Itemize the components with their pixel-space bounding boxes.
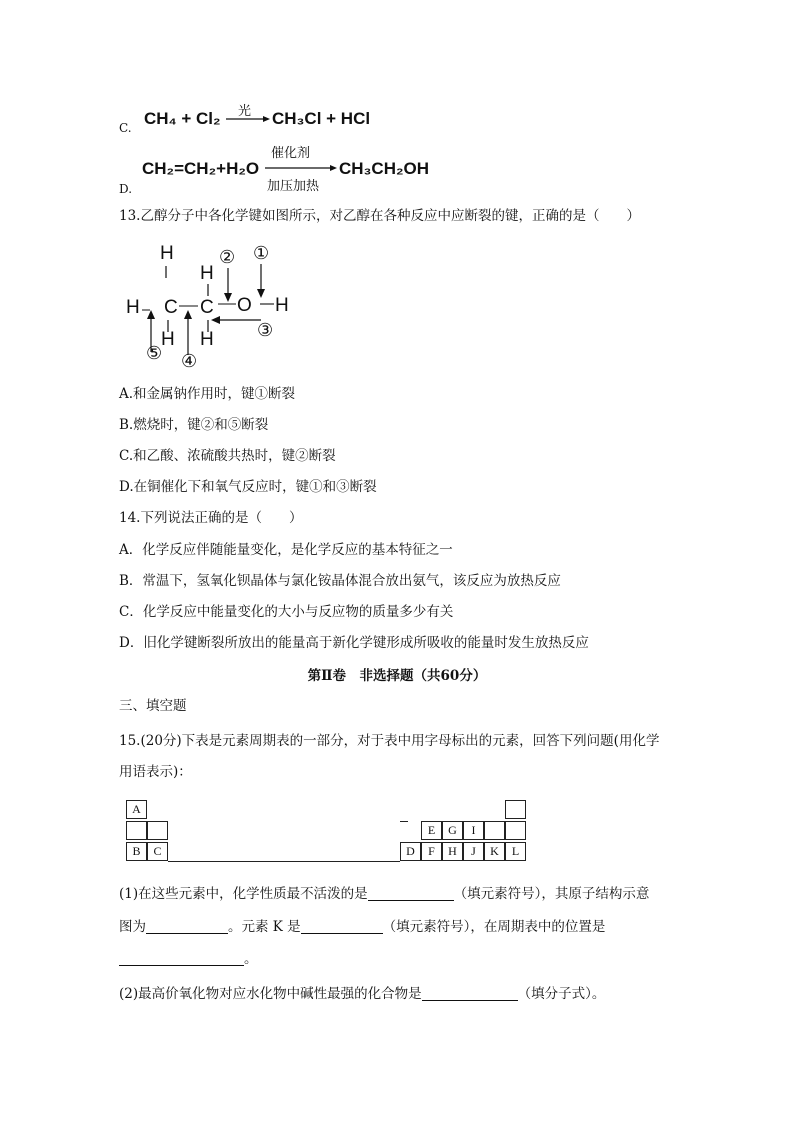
q15-p1-text-b: （填元素符号），其原子结构示意 — [453, 886, 650, 902]
q13-option-b: B.燃烧时，键②和⑤断裂 — [119, 417, 269, 433]
part-ii-title: 第Ⅱ卷 非选择题（共60分） — [307, 668, 487, 684]
pt-gap-rule — [400, 821, 408, 822]
pt-cell-e: E — [421, 821, 442, 840]
pt-cell-k: K — [484, 842, 505, 861]
q15-p1-text-f: 。 — [244, 951, 258, 967]
q15-part-1-line-3 — [119, 950, 258, 968]
pt-cell-c: C — [147, 842, 168, 861]
pt-cell-g: G — [442, 821, 463, 840]
equation-d-arrow — [265, 163, 337, 173]
pt-cell-b: B — [126, 842, 147, 861]
q15-p1-text-d: 。元素 K 是 — [228, 919, 301, 935]
equation-d-reactants: CH₂=CH₂+H₂O — [142, 159, 260, 178]
q15-p1-text-c: 图为 — [119, 919, 146, 935]
answer-blank-element-k[interactable] — [301, 919, 383, 934]
q13-option-a: A.和金属钠作用时，键①断裂 — [119, 386, 296, 402]
q15-p2-text-b: （填分子式）。 — [517, 986, 606, 1002]
bond-label-1: ① — [253, 243, 270, 264]
q15-stem-line-1: 15.(20分)下表是元素周期表的一部分，对于表中用字母标出的元素，回答下列问题(用化学 — [119, 733, 660, 749]
pt-cell-h: H — [442, 842, 463, 861]
atom-h-hydroxyl: H — [275, 295, 289, 316]
pt-cell-empty — [126, 821, 147, 840]
equation-c-arrow — [226, 114, 270, 124]
q15-part-2-line — [119, 985, 605, 1003]
q15-part-1-line-2 — [119, 918, 605, 936]
equation-c-condition: 光 — [238, 103, 252, 118]
answer-blank-least-active-element[interactable] — [368, 886, 454, 901]
equation-c-reactants: CH₄ + Cl₂ — [144, 109, 221, 128]
pt-cell-empty — [505, 821, 526, 840]
section-3-heading: 三、填空题 — [119, 698, 187, 714]
pt-cell-empty — [484, 821, 505, 840]
option-c-label: C. — [119, 121, 132, 135]
q13-option-d: D.在铜催化下和氧气反应时，键①和③断裂 — [119, 479, 377, 495]
pt-cell-a: A — [126, 800, 147, 819]
periodic-table-fragment — [126, 800, 536, 866]
q15-part-1-line-1 — [119, 885, 649, 903]
q15-p2-text-a: (2)最高价氧化物对应水化物中碱性最强的化合物是 — [119, 986, 422, 1002]
pt-cell-j: J — [463, 842, 484, 861]
pt-cell-d: D — [400, 842, 421, 861]
atom-h-top-c1: H — [160, 243, 174, 264]
atom-c2: C — [200, 297, 214, 318]
answer-blank-atomic-structure[interactable] — [146, 919, 228, 934]
atom-h-left: H — [126, 297, 140, 318]
pt-cell-f: F — [421, 842, 442, 861]
pt-cell-i: I — [463, 821, 484, 840]
ethanol-bond-diagram — [120, 240, 300, 375]
answer-blank-strongest-base[interactable] — [422, 986, 518, 1001]
q15-p1-text-a: (1)在这些元素中，化学性质最不活泼的是 — [119, 886, 368, 902]
q13-option-c: C.和乙酸、浓硫酸共热时，键②断裂 — [119, 448, 336, 464]
q14-option-b: B．常温下，氢氧化钡晶体与氯化铵晶体混合放出氨气，该反应为放热反应 — [119, 573, 561, 589]
q15-p1-text-e: （填元素符号），在周期表中的位置是 — [382, 919, 606, 935]
equation-c-products: CH₃Cl + HCl — [272, 109, 371, 128]
q14-option-c: C．化学反应中能量变化的大小与反应物的质量多少有关 — [119, 604, 454, 620]
bond-label-3: ③ — [257, 320, 274, 341]
bond-label-5: ⑤ — [146, 343, 163, 364]
atom-h-bottom-c2: H — [200, 329, 214, 350]
pt-cell-empty — [147, 821, 168, 840]
q15-stem-line-2: 用语表示)： — [119, 764, 192, 780]
equation-d-condition: 加压加热 — [267, 178, 320, 193]
pt-cell-l: L — [505, 842, 526, 861]
bond-label-4: ④ — [181, 351, 198, 372]
pt-bottom-rule — [168, 861, 400, 862]
atom-o: O — [237, 295, 252, 316]
q14-stem: 14.下列说法正确的是（ ） — [119, 510, 303, 526]
atom-h-bottom-c1: H — [161, 329, 175, 350]
q13-stem: 13.乙醇分子中各化学键如图所示，对乙醇在各种反应中应断裂的键，正确的是（ ） — [119, 208, 640, 224]
atom-h-top-c2: H — [200, 263, 214, 284]
equation-d-products: CH₃CH₂OH — [339, 159, 430, 178]
option-d-label: D. — [119, 182, 133, 196]
bond-label-2: ② — [219, 247, 236, 268]
atom-c1: C — [164, 297, 178, 318]
answer-blank-position-in-table[interactable] — [119, 951, 244, 966]
q14-option-a: A．化学反应伴随能量变化，是化学反应的基本特征之一 — [119, 542, 453, 558]
equation-d-catalyst: 催化剂 — [271, 145, 311, 160]
q14-option-d: D．旧化学键断裂所放出的能量高于新化学键形成所吸收的能量时发生放热反应 — [119, 635, 589, 651]
pt-cell-empty — [505, 800, 526, 819]
